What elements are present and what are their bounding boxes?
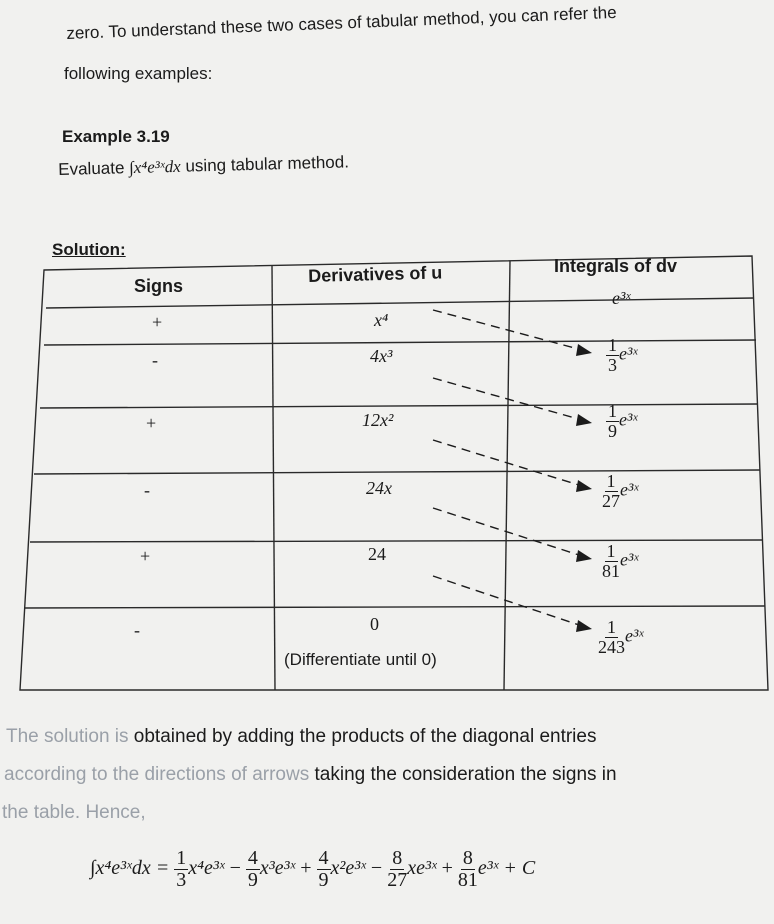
integral-cell: $\frac{1}{3}$ e³ˣ	[608, 335, 638, 375]
arrowhead	[576, 620, 592, 632]
conclusion-line-3: the table. Hence,	[2, 802, 146, 823]
arrowhead	[576, 550, 592, 562]
first-integral: e³ˣ	[612, 288, 631, 308]
integral-cell: $\frac{1}{27}$ e³ˣ	[602, 471, 639, 511]
col-divider-1	[272, 266, 275, 690]
row-divider	[40, 404, 758, 408]
arrowhead	[576, 344, 592, 356]
conclusion-line-2: according to the directions of arrows taking the consideration the signs in	[4, 764, 617, 785]
derivative-cell: 4x³	[370, 346, 393, 366]
differentiate-note: (Differentiate until 0)	[284, 650, 437, 669]
solution-label: Solution:	[52, 240, 126, 259]
sign-cell: -	[144, 480, 150, 500]
arrow-line	[433, 310, 582, 350]
row-divider	[44, 340, 756, 345]
prompt-after: using tabular method.	[185, 152, 350, 176]
derivative-cell: x⁴	[374, 310, 389, 330]
arrow-line	[433, 508, 582, 556]
arrowhead	[576, 414, 592, 426]
header-signs: Signs	[134, 276, 184, 296]
intro-line-2: following examples:	[64, 64, 213, 83]
row-divider	[30, 540, 762, 542]
sign-cell: +	[140, 546, 151, 566]
sign-cell: +	[146, 413, 157, 433]
derivative-cell: 0	[370, 614, 379, 634]
derivative-cell: 24x	[366, 478, 392, 498]
example-integral: ∫x⁴e³ˣdx	[128, 156, 181, 178]
integral-cell: $\frac{1}{9}$ e³ˣ	[608, 401, 638, 441]
prompt-before: Evaluate	[58, 158, 125, 179]
conclusion-line-1: The solution is obtained by adding the products of the diagonal entries	[6, 726, 597, 747]
sign-cell: -	[134, 620, 140, 640]
derivative-cell: 12x²	[362, 410, 394, 430]
arrow-line	[433, 576, 582, 626]
example-label: Example 3.19	[62, 127, 170, 146]
sign-cell: +	[152, 312, 163, 332]
row-divider	[34, 470, 760, 474]
sign-cell: -	[152, 350, 158, 370]
row-divider	[24, 606, 765, 608]
derivative-cell: 24	[368, 544, 386, 564]
intro-line-1: zero. To understand these two cases of tabular method, you can refer the	[66, 2, 617, 43]
arrowhead	[576, 480, 592, 492]
integral-cell: $\frac{1}{243}$ e³ˣ	[598, 617, 644, 657]
result-equation: ∫x⁴e³ˣdx = $\frac{1}{3}$ x⁴e³ˣ − $\frac{4}{9}$ x³e³ˣ + $\frac{4}{9}$ x²e³ˣ − $\frac{8}{27}$ xe³ˣ + $\frac{8}{81}$ e³ˣ + C	[90, 847, 536, 891]
header-derivatives: Derivatives of u	[308, 262, 443, 286]
integral-cell: $\frac{1}{81}$ e³ˣ	[602, 541, 639, 581]
header-divider	[46, 298, 754, 308]
col-divider-2	[504, 261, 510, 690]
header-integrals: Integrals of dv	[554, 256, 678, 276]
